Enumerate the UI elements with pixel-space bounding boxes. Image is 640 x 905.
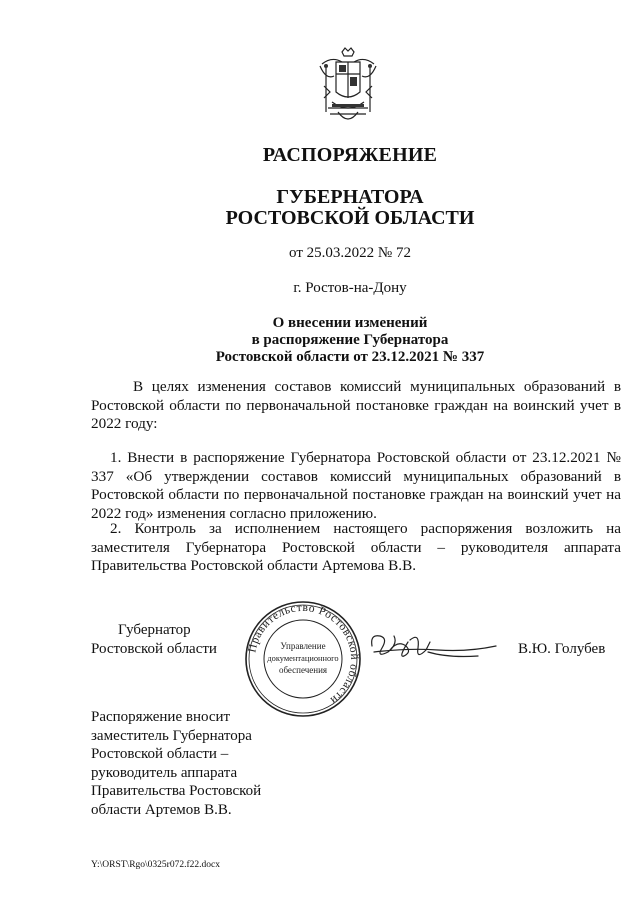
submitted-by-block [91,708,271,819]
document-date-number: от 25.03.2022 № 72 [289,245,411,261]
file-path-footer: Y:\ORST\Rgo\0325r072.f22.docx [91,860,220,870]
submitted-by-line3: Ростовской области – [91,746,229,762]
document-subject [30,315,640,366]
submitted-by-line1: Распоряжение вносит [91,709,231,725]
body-paragraph-item2: 2. Контроль за исполнением настоящего распоряжения возложить на заместителя Губернатора Ростовской области – руководителя аппарата Правительства Ростовской области Артемова В.В. [91,520,621,574]
signatory-name: В.Ю. Голубев [518,641,606,657]
coat-of-arms-emblem-icon [312,46,384,128]
subject-line1: О внесении изменений [272,315,428,331]
signatory-position-line2: Ростовской области [91,641,217,657]
seal-inner-line1: Управление [280,641,326,651]
submitted-by-line6: области Артемов В.В. [91,801,232,818]
seal-outer-text: Правительство Ростовской области [246,601,361,707]
authority-title-line2: РОСТОВСКОЙ ОБЛАСТИ [225,207,475,229]
submitted-by-line5: Правительства Ростовской [91,783,262,799]
seal-inner-line3: обеспечения [278,665,328,675]
authority-title-line1: ГУБЕРНАТОРА [276,186,424,208]
submitted-by-line2: заместитель Губернатора [91,727,252,744]
document-type-title: РАСПОРЯЖЕНИЕ [262,144,438,166]
handwritten-signature [368,628,498,666]
body-paragraph-item1: 1. Внести в распоряжение Губернатора Ростовской области от 23.12.2021 № 337 «Об утверждении составов комиссий муниципальных образований в Ростовской области по первоначальной постановке граждан на воинский учет на 2022 год» изменения согласно приложению. [91,449,621,522]
signatory-position-line1: Губернатор [118,622,191,638]
subject-line2: в распоряжение Губернатора [251,332,449,348]
seal-inner-line2: документационного [267,654,339,663]
submitted-by-line4: руководитель аппарата [91,764,238,781]
official-seal-stamp [243,599,363,719]
document-city: г. Ростов-на-Дону [293,280,407,296]
subject-line3: Ростовской области от 23.12.2021 № 337 [215,349,485,365]
body-paragraph-preamble: В целях изменения составов комиссий муниципальных образований в Ростовской области по первоначальной постановке граждан на воинский учет в 2022 году: [91,378,621,432]
